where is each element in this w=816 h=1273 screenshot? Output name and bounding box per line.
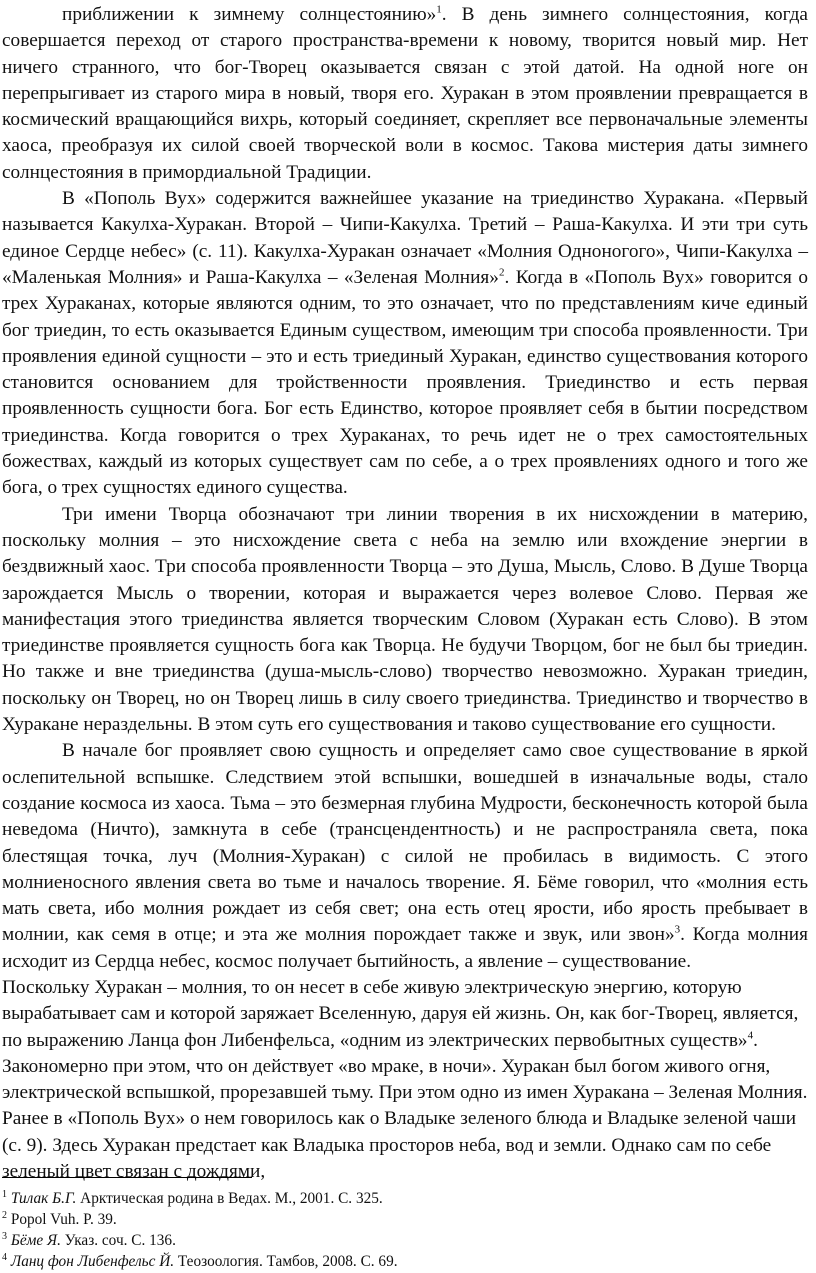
footnote-separator: [2, 1177, 252, 1178]
text-segment: приближении к зимнему солнцестоянию»: [62, 4, 437, 25]
text-segment: В начале бог проявляет свою сущность и определяет само свое существование в яркой ослепительной вспышке. Следствием этой вспышки, вошедшей в изначальные воды, стало создание космоса из хаоса. Тьма – это безмерная глубина Мудрости, бесконечность которой была неведома (Ничто), замкнута в себе (трансцендентность) и не распространяла света, пока блестящая точка, луч (Молния-Хуракан) с силой не пробилась в видимость. С этого молниеносного явления света во тьме и началось творение. Я. Бёме говорил, что «молния есть мать света, ибо молния рождает из себя свет; она есть отец ярости, ибо ярость пребывает в молнии, как семя в отце; и эта же молния порождает также и звук, или звон»: [2, 740, 808, 946]
main-text: [2, 2, 808, 1185]
footnote-1: [2, 1188, 802, 1209]
footnote-ref-3[interactable]: 3: [674, 923, 681, 936]
footnote-ref-1[interactable]: 1: [436, 3, 442, 16]
footnote-author: Бёме Я.: [10, 1232, 61, 1249]
footnote-3: [2, 1230, 802, 1251]
footnotes: [2, 1188, 802, 1272]
footnote-ref-4[interactable]: 4: [747, 1029, 754, 1042]
footnote-ref-2[interactable]: 2: [498, 266, 505, 279]
text-segment: Три имени Творца обозначают три линии творения в их нисхождении в материю, поскольку молния – это нисхождение света с неба на землю или вхождение энергии в бездвижный хаос. Три способа проявленности Творца – это Душа, Мысль, Слово. В Душе Творца зарождается Мысль о творении, которая и выражается через волевое Слово. Первая же манифестация этого триединства является творческим Словом (Хуракан есть Слово). В этом триединстве проявляется сущность бога как Творца. Не будучи Творцом, бог не был бы триедин. Но также и вне триединства (душа-мысль-слово) творчество невозможно. Хуракан триедин, поскольку он Творец, но он Творец лишь в силу своего триединства. Триединство и творчество в Хуракане нераздельны. В этом суть его существования и таково существование его сущности.: [2, 503, 808, 736]
footnote-author: Ланц фон Либенфельс Й.: [10, 1253, 175, 1270]
text-segment: . Когда молния исходит из Сердца небес, космос получает бытийность, а явление – существование.: [2, 924, 808, 972]
footnote-4: [2, 1251, 802, 1272]
text-segment: . Когда в «Пополь Вух» говорится о трех Хураканах, которые являются одним, то это означает, что по представлениям киче единый бог триедин, то есть оказывается Единым существом, имеющим три способа проявленности. Три проявления единой сущности – это и есть триединый Хуракан, единство существования которого становится основанием для тройственности проявления. Триединство и есть первая проявленность сущности бога. Бог есть Единство, которое проявляет себя в бытии посредством триединства. Когда говорится о трех Хураканах, то речь идет не о трех самостоятельных божествах, каждый из которых существует сам по себе, а о трех проявлениях одного и того же бога, о трех сущностях единого существа.: [2, 266, 808, 499]
paragraph-5: [2, 975, 808, 1185]
footnote-text: Теозоология. Тамбов, 2008. С. 69.: [174, 1253, 398, 1270]
footnote-text: Указ. соч. С. 136.: [60, 1232, 176, 1249]
text-segment: . В день зимнего солнцестояния, когда совершается переход от старого пространства-времени к новому, творится новый мир. Нет ничего странного, что бог-Творец оказывается связан с этой датой. На одной ноге он перепрыгивает из старого мира в новый, творя его. Хуракан в этом проявлении превращается в космический вращающийся вихрь, который соединяет, скрепляет все первоначальные элементы хаоса, преобразуя их силой своей творческой воли в космос. Такова мистерия даты зимнего солнцестояния в примордиальной Традиции.: [2, 4, 808, 183]
paragraph-4: [2, 738, 808, 975]
paragraph-1: [2, 2, 808, 186]
paragraph-2: [2, 186, 808, 502]
footnote-number: 4: [2, 1251, 7, 1263]
footnote-text: Popol Vuh. P. 39.: [10, 1211, 117, 1228]
footnote-number: 1: [2, 1188, 7, 1200]
text-segment: Поскольку Хуракан – молния, то он несет в себе живую электрическую энергию, которую вырабатывает сам и которой заряжает Вселенную, даруя ей жизнь. Он, как бог-Творец, является, по выражению Ланца фон Либенфельса, «одним из электрических первобытных существ»: [2, 976, 799, 1051]
footnote-text: Арктическая родина в Ведах. М., 2001. С. 325.: [76, 1190, 383, 1207]
footnote-number: 3: [2, 1230, 7, 1242]
footnote-author: Тилак Б.Г.: [10, 1190, 77, 1207]
footnote-number: 2: [2, 1209, 7, 1221]
footnote-2: [2, 1209, 802, 1230]
text-segment: . Закономерно при этом, что он действует «во мраке, в ночи». Хуракан был богом живого огня, электрической вспышкой, прорезавшей тьму. При этом одно из имен Хуракана – Зеленая Молния. Ранее в «Пополь Вух» о нем говорилось как о Владыке зеленого блюда и Владыке зеленой чаши (с. 9). Здесь Хуракан предстает как Владыка просторов неба, вод и земли. Однако сам по себе зеленый цвет связан с дождями,: [2, 1029, 808, 1183]
text-segment: В «Пополь Вух» содержится важнейшее указание на триединство Хуракана. «Первый называется Какулха-Хуракан. Второй – Чипи-Какулха. Третий – Раша-Какулха. И эти три суть единое Сердце небес» (с. 11). Какулха-Хуракан означает «Молния Одноногого», Чипи-Какулха – «Маленькая Молния» и Раша-Какулха – «Зеленая Молния»: [2, 188, 808, 288]
paragraph-3: [2, 502, 808, 739]
